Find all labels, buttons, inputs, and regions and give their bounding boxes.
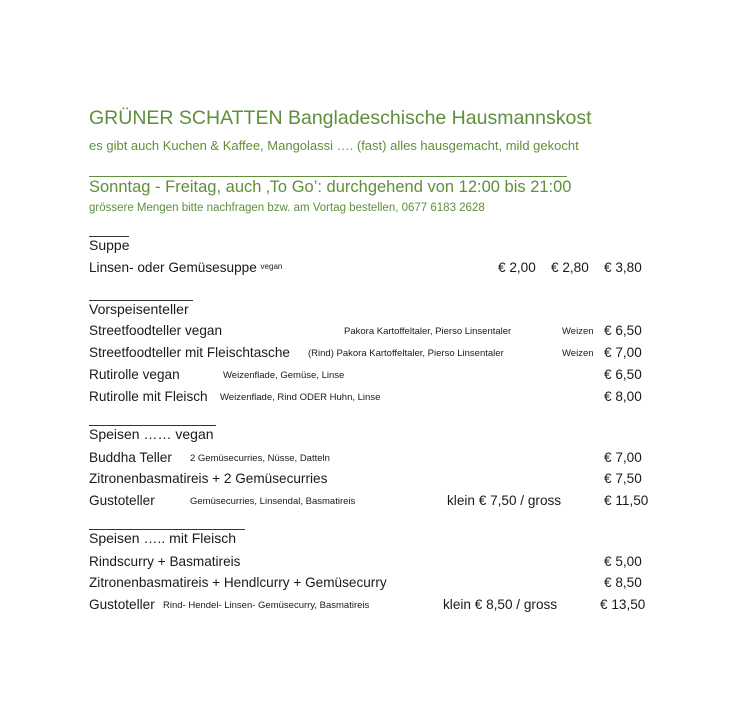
item-price: € 13,50: [600, 597, 646, 612]
item-price: € 6,50: [604, 367, 642, 382]
item-description: Weizenflade, Rind ODER Huhn, Linse: [220, 392, 381, 403]
page-subtitle: es gibt auch Kuchen & Kaffee, Mangolassi …. (fast) alles hausgemacht, mild gekocht: [89, 138, 579, 153]
menu-item: [89, 260, 282, 275]
item-price: € 11,50: [604, 493, 649, 508]
menu-item: Buddha Teller: [89, 450, 172, 465]
menu-item: Gustoteller: [89, 493, 155, 508]
menu-item: Rindscurry + Basmatireis: [89, 554, 241, 569]
item-size-prices: klein € 7,50 / gross: [447, 493, 562, 508]
menu-item: Zitronenbasmatireis + Hendlcurry + Gemüsecurry: [89, 575, 387, 590]
item-description: Rind- Hendel- Linsen- Gemüsecurry, Basmatireis: [163, 600, 370, 611]
item-price: € 7,00: [604, 450, 642, 465]
item-name: Linsen- oder Gemüsesuppe: [89, 260, 257, 275]
item-tag: vegan: [260, 262, 283, 271]
opening-hours: Sonntag - Freitag, auch ‚To Go’: durchgehend von 12:00 bis 21:00: [89, 178, 572, 196]
section-title-vorspeisen: [89, 299, 193, 317]
menu-item: Streetfoodteller mit Fleischtasche: [89, 345, 290, 360]
order-note: grössere Mengen bitte nachfragen bzw. am Vortag bestellen, 0677 6183 2628: [89, 202, 485, 214]
item-price: € 7,00: [604, 345, 642, 360]
item-description: 2 Gemüsecurries, Nüsse, Datteln: [190, 453, 330, 464]
menu-item: Streetfoodteller vegan: [89, 323, 223, 338]
section-title-vegan: [89, 424, 216, 442]
item-allergen: Weizen: [562, 326, 594, 337]
item-description: Pakora Kartoffeltaler, Pierso Linsentaler: [344, 326, 512, 337]
section-title-suppe: [89, 235, 129, 253]
page-title: GRÜNER SCHATTEN Bangladeschische Hausmannskost: [89, 107, 592, 129]
menu-item: Rutirolle mit Fleisch: [89, 389, 208, 404]
item-description: Gemüsecurries, Linsendal, Basmatireis: [190, 496, 356, 507]
item-price: € 8,00: [604, 389, 642, 404]
item-price: € 7,50: [604, 471, 642, 486]
section-title-text: Vorspeisenteller: [89, 301, 189, 317]
menu-item: Rutirolle vegan: [89, 367, 180, 382]
item-size-prices: klein € 8,50 / gross: [443, 597, 558, 612]
item-price-small: € 2,00: [498, 260, 536, 275]
section-title-text: Speisen ….. mit Fleisch: [89, 530, 237, 546]
item-price-medium: € 2,80: [551, 260, 589, 275]
section-title-text: Speisen …… vegan: [89, 426, 214, 442]
item-description: (Rind) Pakora Kartoffeltaler, Pierso Linsentaler: [308, 348, 504, 359]
item-price: € 8,50: [604, 575, 642, 590]
item-allergen: Weizen: [562, 348, 594, 359]
item-description: Weizenflade, Gemüse, Linse: [223, 370, 345, 381]
item-price: € 5,00: [604, 554, 642, 569]
item-price-large: € 3,80: [604, 260, 642, 275]
menu-item: Zitronenbasmatireis + 2 Gemüsecurries: [89, 471, 328, 486]
menu-item: Gustoteller: [89, 597, 155, 612]
section-title-text: Suppe: [89, 237, 130, 253]
item-price: € 6,50: [604, 323, 642, 338]
section-title-fleisch: [89, 528, 245, 546]
